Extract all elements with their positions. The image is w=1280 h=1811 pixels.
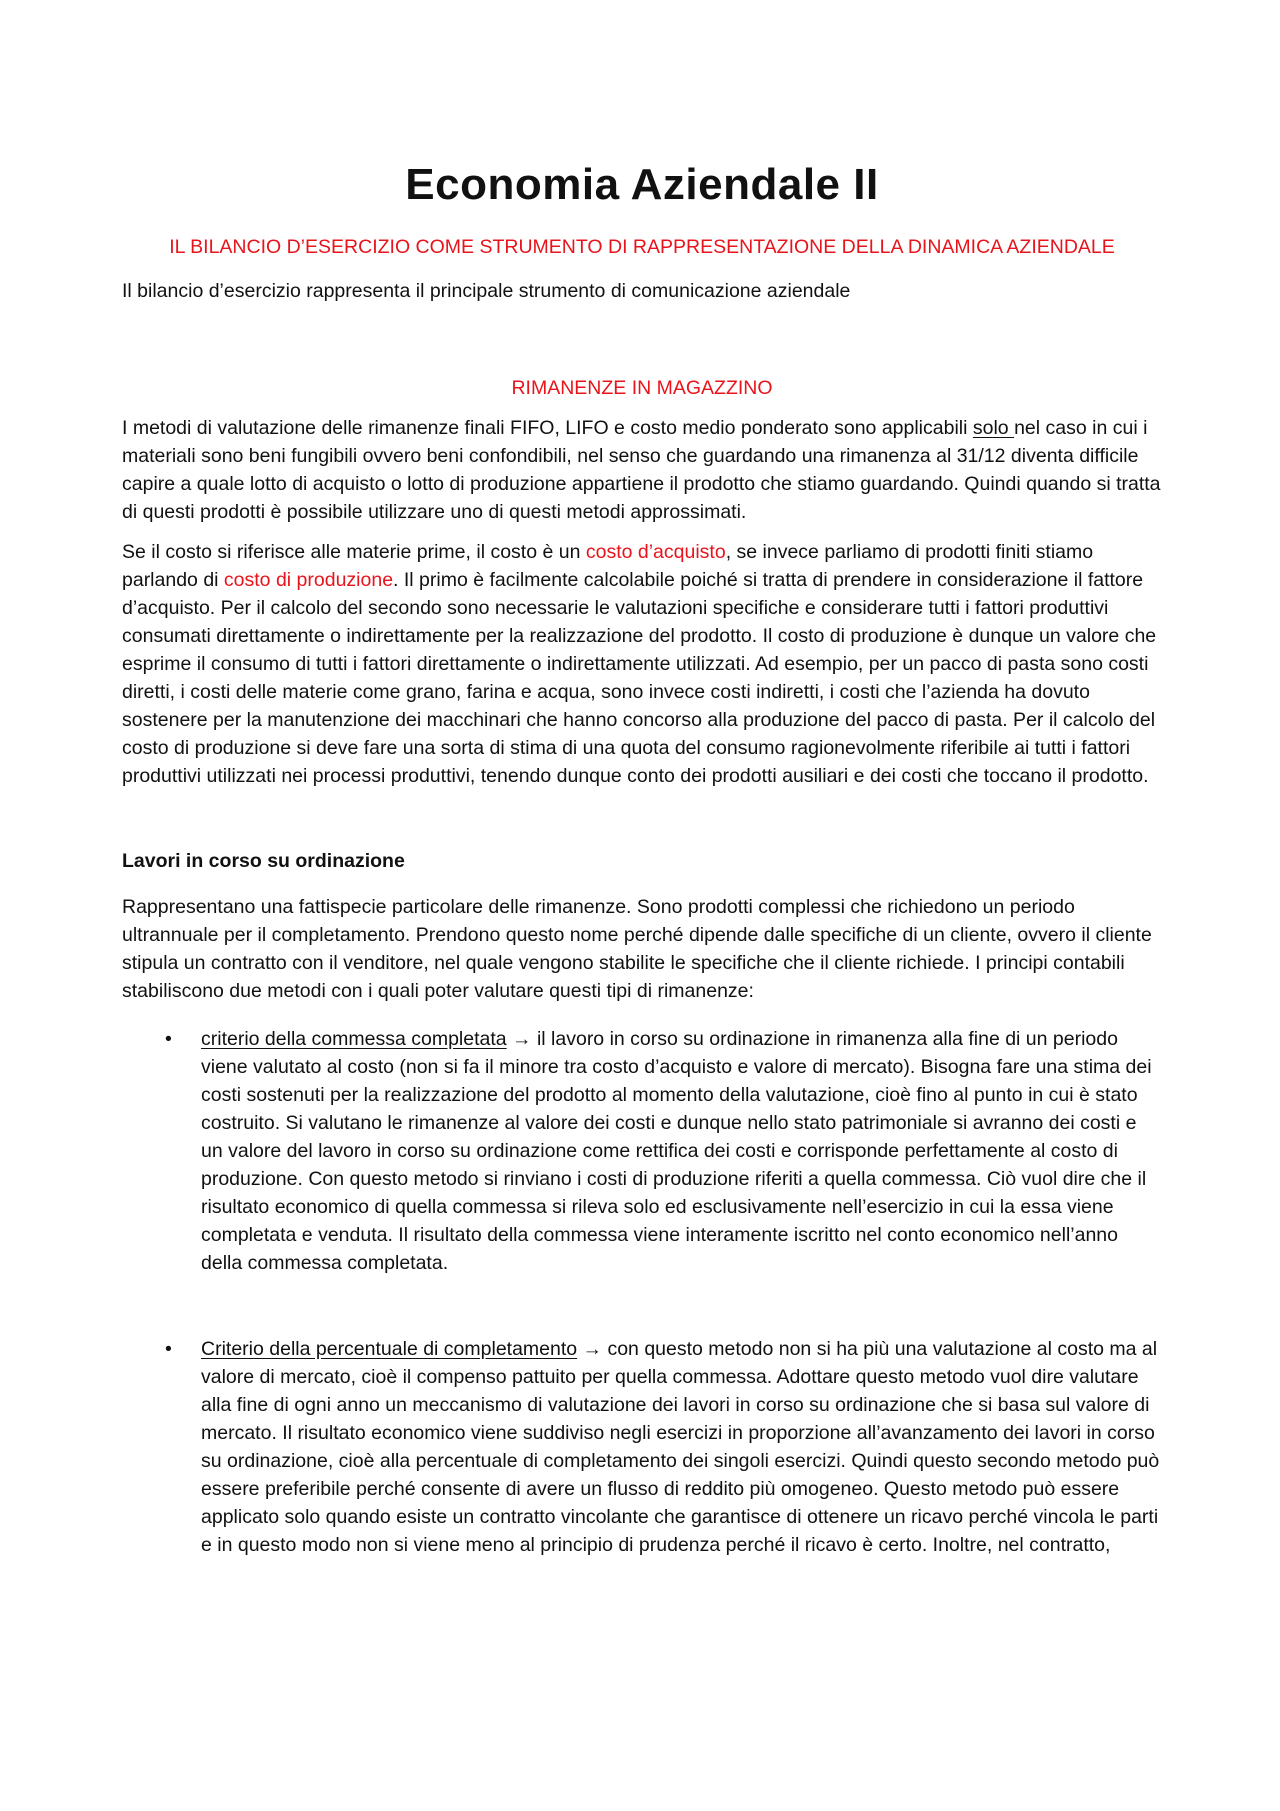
para1-underlined-solo: solo (972, 417, 1015, 439)
item-text: → il lavoro in corso su ordinazione in rimanenza alla fine di un periodo viene valutato al costo (non si fa il minore tra costo d’acquisto e valore di mercato). Bisogna fare una stima dei costi sostenuti per la realizzazione del prodotto al momento della valutazione, cioè fino al punto in cui è stato costruito. Si valutano le rimanenze al valore dei costi e dunque nello stato patrimoniale si avranno dei costi e un valore del lavoro in corso su ordinazione come rettifica dei costi e corrisponde perfettamente al costo di produzione. Con questo metodo si rinviano i costi di produzione riferiti a quella commessa. Ciò vuol dire che il risultato economico di quella commessa si rileva solo ed esclusivamente nell’esercizio in cui la essa viene completata e venduta. Il risultato della commessa viene interamente iscritto nel conto economico nell’anno della commessa completata. (201, 1028, 1152, 1274)
paragraph-lavori-in-corso: Rappresentano una fattispecie particolare delle rimanenze. Sono prodotti complessi che richiedono un periodo ultrannuale per il completamento. Prendono questo nome perché dipende dalle specifiche di un cliente, ovvero il cliente stipula un contratto con il venditore, nel quale vengono stabilite le specifiche che il cliente richiede. I principi contabili stabiliscono due metodi con i quali poter valutare questi tipi di rimanenze: (122, 896, 1152, 1002)
bullet-icon: • (165, 1338, 172, 1360)
para2-part2: , se invece parliamo di prodotti finiti stiamo parlando di (122, 541, 1094, 591)
term-commessa-completata: criterio della commessa completata (201, 1028, 507, 1050)
criteria-list (122, 1025, 1162, 1559)
para1-text-after: nel caso in cui i materiali sono beni fungibili ovvero beni confondibili, nel senso che guardando una rimanenza al 31/12 diventa difficile capire a quale lotto di acquisto o lotto di produzione appartiene il prodotto che stiamo guardando. Quindi quando si tratta di questi prodotti è possibile utilizzare uno di questi metodi approssimati. (122, 417, 1161, 523)
list-item-commessa-completata (122, 1025, 1162, 1277)
page-title: Economia Aziendale II (405, 160, 879, 209)
para2-part3: . Il primo è facilmente calcolabile poiché si tratta di prendere in considerazione il fattore d’acquisto. Per il calcolo del secondo sono necessarie le valutazioni specifiche e considerare tutti i fattori produttivi consumati direttamente o indirettamente per la realizzazione del prodotto. Il costo di produzione è dunque un valore che esprime il consumo di tutti i fattori direttamente o indirettamente utilizzati. Ad esempio, per un pacco di pasta sono costi diretti, i costi delle materie come grano, farina e acqua, sono invece costi indiretti, i costi che l’azienda ha dovuto sostenere per la manutenzione dei macchinari che hanno concorso alla produzione del pacco di pasta. Per il calcolo del costo di produzione si deve fare una sorta di stima di una quota del consumo ragionevolmente riferibile ai tutti i fattori produttivi utilizzati nei processi produttivi, tenendo dunque conto dei prodotti ausiliari e dei costi che toccano il prodotto. (122, 569, 1157, 787)
para2-part1: Se il costo si riferisce alle materie prime, il costo è un (122, 541, 586, 563)
section-title-rimanenze: RIMANENZE IN MAGAZZINO (511, 377, 773, 399)
intro-paragraph: Il bilancio d’esercizio rappresenta il principale strumento di comunicazione aziendale (122, 280, 851, 302)
term-percentuale-completamento: Criterio della percentuale di completamento (201, 1338, 578, 1360)
item-text: → con questo metodo non si ha più una valutazione al costo ma al valore di mercato, cioè il compenso pattuito per quella commessa. Adottare questo metodo vuol dire valutare alla fine di ogni anno un meccanismo di valutazione dei lavori in corso su ordinazione che si basa sul valore di mercato. Il risultato economico viene suddiviso negli esercizi in proporzione all’avanzamento dei lavori in corso su ordinazione, cioè alla percentuale di completamento dei singoli esercizi. Quindi questo secondo metodo può essere preferibile perché consente di avere un flusso di reddito più omogeneo. Questo metodo può essere applicato solo quando esiste un contratto vincolante che garantisce di ottenere un ricavo perché vincola le parti e in questo modo non si viene meno al principio di prudenza perché il ricavo è certo. Inoltre, nel contratto, (201, 1338, 1160, 1556)
paragraph-metodi-valutazione (122, 414, 1162, 526)
highlight-costo-acquisto: costo d’acquisto (585, 541, 726, 563)
bullet-icon: • (165, 1028, 172, 1050)
para1-text-before: I metodi di valutazione delle rimanenze finali FIFO, LIFO e costo medio ponderato sono applicabili (122, 417, 973, 439)
paragraph-costo (122, 538, 1162, 790)
highlight-costo-produzione: costo di produzione (223, 569, 394, 591)
document-subtitle: IL BILANCIO D’ESERCIZIO COME STRUMENTO DI RAPPRESENTAZIONE DELLA DINAMICA AZIENDALE (169, 236, 1115, 258)
list-item-percentuale-completamento (122, 1335, 1162, 1559)
heading-lavori-in-corso: Lavori in corso su ordinazione (122, 850, 405, 872)
